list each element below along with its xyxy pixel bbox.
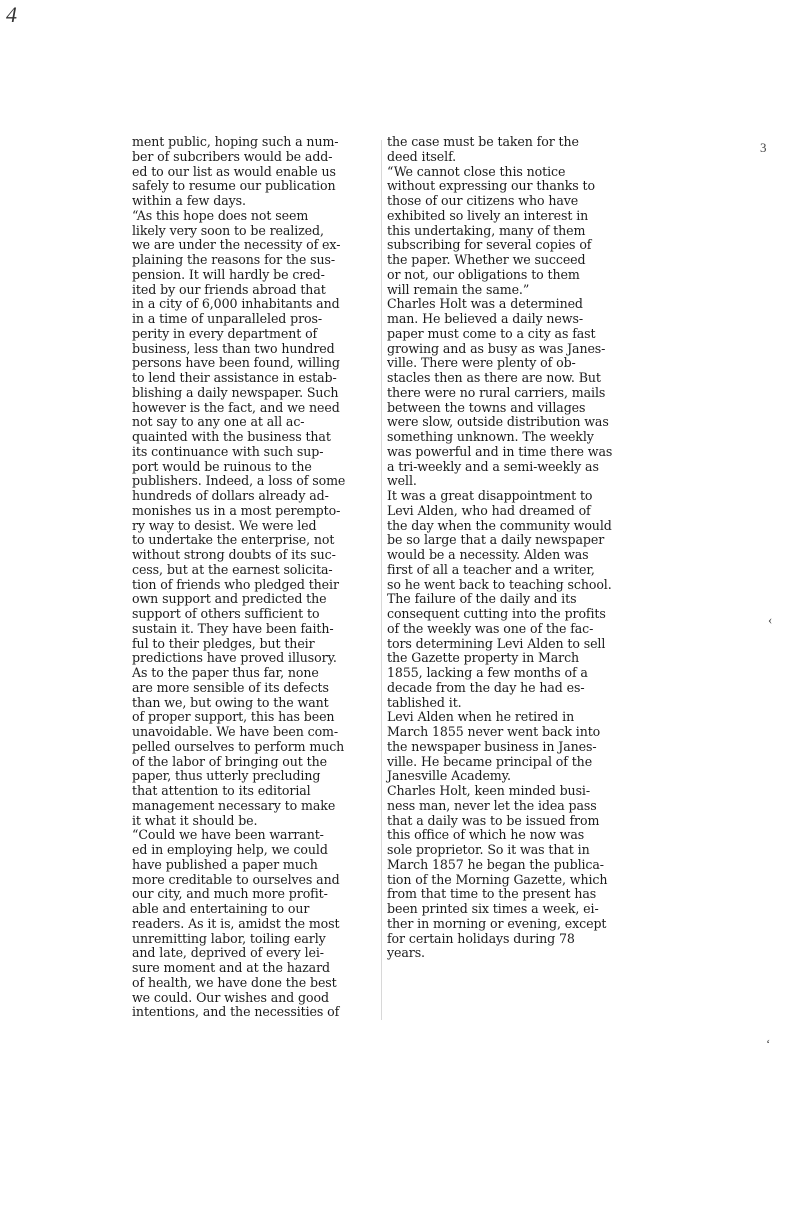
text-line: in a time of unparalleled pros- xyxy=(132,311,323,326)
text-line: will remain the same.” xyxy=(387,281,530,297)
text-line: well. xyxy=(387,473,417,489)
text-line: sure moment and at the hazard xyxy=(132,960,330,975)
text-line: exhibited so lively an interest in xyxy=(387,207,589,223)
text-line: of the labor of bringing out the xyxy=(132,753,327,769)
text-line: “As this hope does not seem xyxy=(132,207,309,223)
column-divider xyxy=(381,140,382,1020)
text-line: in a city of 6,000 inhabitants and xyxy=(132,296,340,312)
text-line: tablished it. xyxy=(387,694,462,710)
text-line: of the weekly was one of the fac- xyxy=(387,620,594,636)
text-line: were slow, outside distribution was xyxy=(387,414,609,430)
text-line: cess, but at the earnest solicita- xyxy=(132,561,333,577)
text-line: of health, we have done the best xyxy=(132,974,337,990)
text-line: there were no rural carriers, mails xyxy=(387,384,606,400)
text-line: this undertaking, many of them xyxy=(387,222,586,238)
text-line: was powerful and in time there was xyxy=(387,443,613,459)
text-line: the case must be taken for the xyxy=(387,134,579,149)
text-line: pelled ourselves to perform much xyxy=(132,738,345,754)
text-line: ed in employing help, we could xyxy=(132,842,328,857)
text-line: to undertake the enterprise, not xyxy=(132,532,335,548)
text-line: tors determining Levi Alden to sell xyxy=(387,635,606,651)
text-line: not say to any one at all ac- xyxy=(132,414,305,430)
text-line: March 1855 never went back into xyxy=(387,724,601,739)
text-line: It was a great disappointment to xyxy=(387,488,593,503)
text-line: without expressing our thanks to xyxy=(387,178,596,194)
text-line: As to the paper thus far, none xyxy=(132,665,319,680)
text-line: been printed six times a week, ei- xyxy=(387,901,599,916)
text-line: our city, and much more profit- xyxy=(132,886,328,902)
text-line: first of all a teacher and a writer, xyxy=(387,561,595,577)
text-line: than we, but owing to the want xyxy=(132,694,329,710)
margin-mark: ‘ xyxy=(766,1036,771,1051)
text-line: from that time to the present has xyxy=(387,886,597,902)
right-column xyxy=(387,135,637,961)
text-line: it what it should be. xyxy=(132,812,258,828)
text-line: something unknown. The weekly xyxy=(387,429,594,444)
text-line: stacles then as there are now. But xyxy=(387,370,601,385)
text-line: and late, deprived of every lei- xyxy=(132,945,324,961)
text-line: Levi Alden when he retired in xyxy=(387,709,575,725)
text-line: blishing a daily newspaper. Such xyxy=(132,384,339,400)
text-line: ther in morning or evening, except xyxy=(387,915,607,931)
text-line: to lend their assistance in estab- xyxy=(132,370,337,385)
text-line: ville. There were plenty of ob- xyxy=(387,355,576,371)
text-line: March 1857 he began the publica- xyxy=(387,856,604,872)
text-line: publishers. Indeed, a loss of some xyxy=(132,473,346,489)
text-line: within a few days. xyxy=(132,193,246,208)
text-line: are more sensible of its defects xyxy=(132,679,329,695)
text-line: have published a paper much xyxy=(132,856,318,872)
text-line: support of others sufficient to xyxy=(132,606,320,621)
text-line: for certain holidays during 78 xyxy=(387,930,575,946)
text-line: able and entertaining to our xyxy=(132,901,310,916)
text-line: Levi Alden, who had dreamed of xyxy=(387,502,591,518)
page-number: 4 xyxy=(6,2,17,27)
text-line: the Gazette property in March xyxy=(387,650,580,666)
text-line: tion of friends who pledged their xyxy=(132,576,339,592)
text-line: readers. As it is, amidst the most xyxy=(132,915,340,931)
text-line: safely to resume our publication xyxy=(132,178,336,194)
text-line: those of our citizens who have xyxy=(387,193,579,208)
left-column xyxy=(132,135,378,1020)
text-line: plaining the reasons for the sus- xyxy=(132,252,336,267)
text-line: Charles Holt was a determined xyxy=(387,296,583,312)
text-line: its continuance with such sup- xyxy=(132,443,324,459)
text-line: port would be ruinous to the xyxy=(132,458,312,474)
text-line: pension. It will hardly be cred- xyxy=(132,266,325,282)
text-line: The failure of the daily and its xyxy=(387,591,577,607)
text-line: quainted with the business that xyxy=(132,429,331,444)
text-line: paper, thus utterly precluding xyxy=(132,768,321,784)
text-line: Charles Holt, keen minded busi- xyxy=(387,783,591,798)
text-line: ment public, hoping such a num- xyxy=(132,134,339,149)
text-line: ful to their pledges, but their xyxy=(132,635,315,651)
margin-mark: ‹ xyxy=(768,612,773,627)
text-line: Janesville Academy. xyxy=(387,768,511,784)
text-line: the newspaper business in Janes- xyxy=(387,738,597,754)
text-line: more creditable to ourselves and xyxy=(132,871,340,887)
text-line: we are under the necessity of ex- xyxy=(132,237,341,253)
text-line: subscribing for several copies of xyxy=(387,237,592,253)
text-line: growing and as busy as was Janes- xyxy=(387,340,606,356)
text-line: that attention to its editorial xyxy=(132,783,311,798)
text-line: ber of subcribers would be add- xyxy=(132,148,333,164)
text-line: “We cannot close this notice xyxy=(387,163,566,179)
text-line: sole proprietor. So it was that in xyxy=(387,842,590,857)
text-line: “Could we have been warrant- xyxy=(132,827,324,843)
text-line: decade from the day he had es- xyxy=(387,679,585,695)
text-line: unavoidable. We have been com- xyxy=(132,724,339,739)
text-line: sustain it. They have been faith- xyxy=(132,620,334,636)
margin-mark: 3 xyxy=(760,140,767,155)
text-line: however is the fact, and we need xyxy=(132,399,340,415)
text-line: that a daily was to be issued from xyxy=(387,812,600,828)
text-line: the day when the community would xyxy=(387,517,612,533)
text-line: persons have been found, willing xyxy=(132,355,340,371)
text-line: without strong doubts of its suc- xyxy=(132,547,336,562)
text-line: ville. He became principal of the xyxy=(387,753,593,769)
text-line: the paper. Whether we succeed xyxy=(387,252,586,267)
text-line: between the towns and villages xyxy=(387,399,586,415)
text-line: we could. Our wishes and good xyxy=(132,989,329,1005)
text-line: this office of which he now was xyxy=(387,827,585,843)
text-line: monishes us in a most perempto- xyxy=(132,502,341,518)
text-line: predictions have proved illusory. xyxy=(132,650,337,666)
text-line: years. xyxy=(387,945,425,961)
text-line: ness man, never let the idea pass xyxy=(387,797,597,813)
text-line: or not, our obligations to them xyxy=(387,266,580,282)
text-line: deed itself. xyxy=(387,148,457,164)
text-line: ed to our list as would enable us xyxy=(132,163,336,179)
text-line: intentions, and the necessities of xyxy=(132,1004,340,1020)
text-line: tion of the Morning Gazette, which xyxy=(387,871,608,887)
text-line: be so large that a daily newspaper xyxy=(387,532,605,548)
text-line: own support and predicted the xyxy=(132,591,327,607)
text-line: perity in every department of xyxy=(132,325,318,341)
text-line: man. He believed a daily news- xyxy=(387,311,583,326)
text-line: 1855, lacking a few months of a xyxy=(387,665,588,680)
text-line: would be a necessity. Alden was xyxy=(387,547,589,562)
text-line: management necessary to make xyxy=(132,797,336,813)
text-line: so he went back to teaching school. xyxy=(387,576,612,592)
text-line: ry way to desist. We were led xyxy=(132,517,317,533)
text-line: of proper support, this has been xyxy=(132,709,335,725)
text-line: business, less than two hundred xyxy=(132,340,335,356)
text-line: hundreds of dollars already ad- xyxy=(132,488,329,503)
text-line: ited by our friends abroad that xyxy=(132,281,326,297)
text-line: consequent cutting into the profits xyxy=(387,606,606,621)
text-line: likely very soon to be realized, xyxy=(132,222,324,238)
text-line: paper must come to a city as fast xyxy=(387,325,596,341)
text-line: unremitting labor, toiling early xyxy=(132,930,326,946)
text-line: a tri-weekly and a semi-weekly as xyxy=(387,458,599,474)
